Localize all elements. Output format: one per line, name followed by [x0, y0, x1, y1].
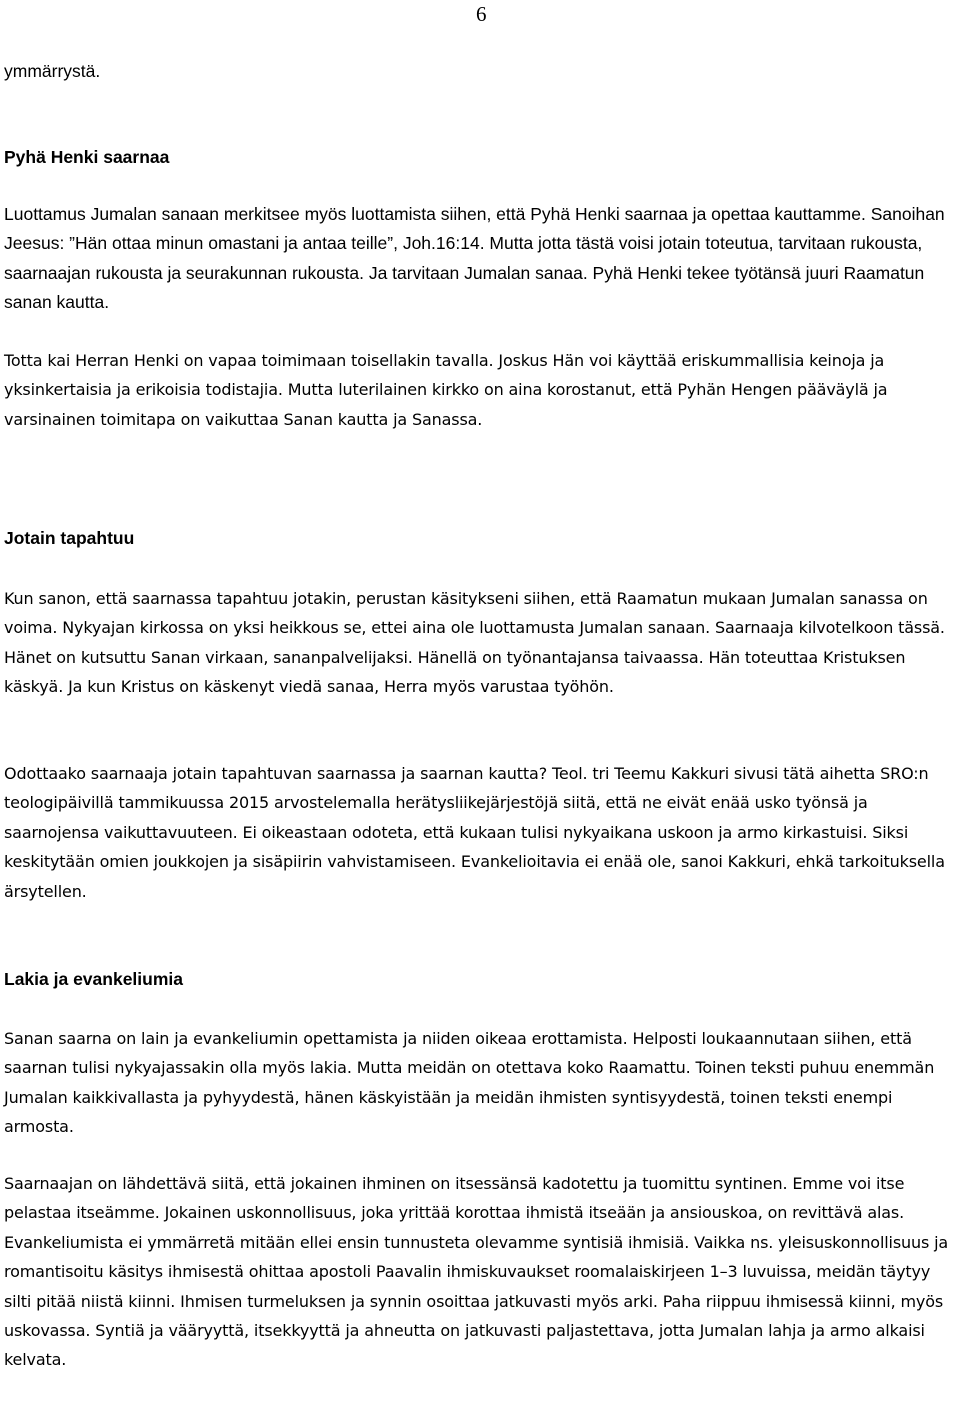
paragraph-lakia-1: Sanan saarna on lain ja evankeliumin opettamista ja niiden oikeaa erottamista. Helposti loukaannutaan siihen, että saarnan tulisi nykyajassakin olla myös lakia. Mutta meidän on otettava koko Raamattu. Toinen teksti puhuu enemmän Jumalan kaikkivallasta ja pyhyydestä, hänen käskyistään ja meidän ihmisten syntisyydestä, toinen teksti enempi armosta.	[4, 1029, 935, 1137]
paragraph-jotain-tapahtuu-2: Odottaako saarnaaja jotain tapahtuvan saarnassa ja saarnan kautta? Teol. tri Teemu Kakkuri sivusi tätä aihetta SRO:n teologipäivillä tammikuussa 2015 arvostelemalla herätysliikejärjestöjä siitä, että ne eivät enää usko työnsä ja saarnojensa vaikuttavuuteen. Ei oikeastaan odoteta, että kukaan tulisi nykyaikana uskoon ja armo kirkastuisi. Siksi keskitytään omien joukkojen ja sisäpiirin vahvistamiseen. Evankelioitavia ei enää ole, sanoi Kakkuri, ehkä tarkoituksella ärsytellen.	[4, 764, 945, 901]
paragraph-pyha-henki-1: Luottamus Jumalan sanaan merkitsee myös luottamista siihen, että Pyhä Henki saarnaa ja opettaa kauttamme. Sanoihan Jeesus: ”Hän ottaa minun omastani ja antaa teille”, Joh.16:14. Mutta jotta tästä voisi jotain toteutua, tarvitaan rukousta, saarnaajan rukousta ja seurakunnan rukousta. Ja tarvitaan Jumalan sanaa. Pyhä Henki tekee työtänsä juuri Raamatun sanan kautta.	[4, 204, 945, 313]
section-heading-jotain-tapahtuu: Jotain tapahtuu	[4, 528, 135, 548]
page-number: 6	[476, 2, 487, 26]
paragraph-lakia-2: Saarnaajan on lähdettävä siitä, että jokainen ihminen on itsessänsä kadotettu ja tuomittu syntinen. Emme voi itse pelastaa itseämme. Jokainen uskonnollisuus, joka yrittää korottaa ihmistä itseään ja ansiouskoa, on revittävä alas. Evankeliumista ei ymmärretä mitään ellei ensin tunnusteta olevamme syntisiä ihmisiä. Vaikka ns. yleisuskonnollisuus ja romantisoitu käsitys ihmisestä ohittaa apostoli Paavalin ihmiskuvaukset roomalaiskirjeen 1–3 luvuissa, meidän täytyy silti pitää niistä kiinni. Ihmisen turmeluksen ja synnin osoittaa jatkuvasti myös arki. Paha riippuu ihmisessä kiinni, myös uskovassa. Syntiä ja vääryyttä, itsekkyyttä ja ahneutta on jatkuvasti paljastettava, jotta Jumalan lahja ja armo alkaisi kelvata.	[4, 1174, 949, 1370]
section-heading-pyha-henki-saarnaa: Pyhä Henki saarnaa	[4, 147, 170, 167]
paragraph-jotain-tapahtuu-1: Kun sanon, että saarnassa tapahtuu jotakin, perustan käsitykseni siihen, että Raamatun mukaan Jumalan sanassa on voima. Nykyajan kirkossa on yksi heikkous se, ettei aina ole luottamusta Jumalan sanaan. Saarnaaja kilvotelkoon tässä. Hänet on kutsuttu Sanan virkaan, sananpalvelijaksi. Hänellä on työnantajansa taivaassa. Hän toteuttaa Kristuksen käskyä. Ja kun Kristus on käskenyt viedä sanaa, Herra myös varustaa työhön.	[4, 589, 945, 697]
section-heading-lakia-ja-evankeliumia: Lakia ja evankeliumia	[4, 969, 183, 989]
continued-text-fragment: ymmärrystä.	[4, 61, 101, 81]
paragraph-pyha-henki-2: Totta kai Herran Henki on vapaa toimimaan toisellakin tavalla. Joskus Hän voi käyttää eriskummallisia keinoja ja yksinkertaisia ja erikoisia todistajia. Mutta luterilainen kirkko on aina korostanut, että Pyhän Hengen pääväylä ja varsinainen toimitapa on vaikuttaa Sanan kautta ja Sanassa.	[4, 351, 888, 429]
